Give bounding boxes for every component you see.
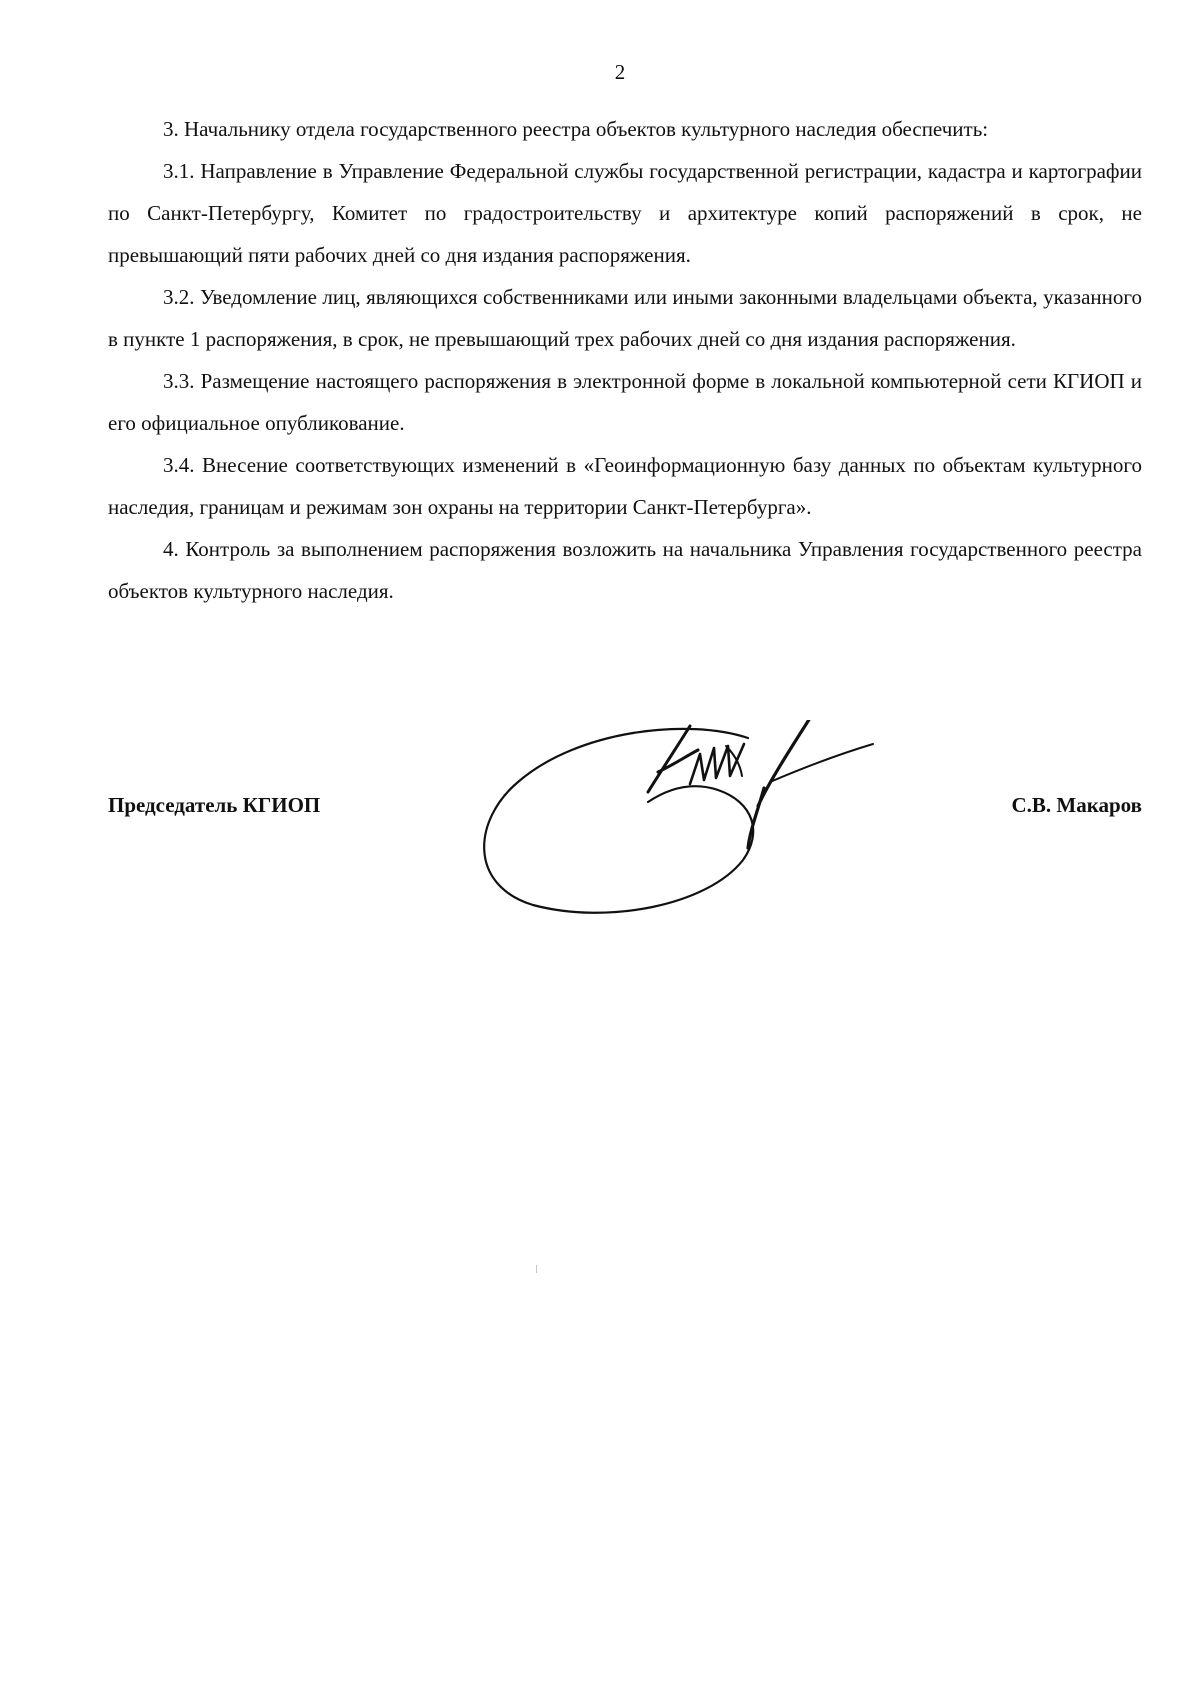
- paragraph-3-4: 3.4. Внесение соответствующих изменений в «Геоинформационную базу данных по объектам культурного наследия, границам и режимам зон охраны на территории Санкт-Петербурга».: [108, 453, 1142, 519]
- signer-name: С.В. Макаров: [1011, 793, 1142, 817]
- page-number: 2: [614, 60, 626, 84]
- handwritten-signature: [458, 720, 938, 920]
- signature-slash-stroke: [748, 720, 810, 848]
- scan-speck: [536, 1265, 537, 1273]
- paragraph-3-2: 3.2. Уведомление лиц, являющихся собственниками или иными законными владельцами объекта, указанного в пункте 1 распоряжения, в срок, не превышающий трех рабочих дней со дня издания распоряжения.: [108, 285, 1142, 351]
- signature-block: [108, 720, 1142, 920]
- signer-title: Председатель КГИОП: [108, 793, 321, 817]
- paragraph-4: 4. Контроль за выполнением распоряжения возложить на начальника Управления государственного реестра объектов культурного наследия.: [108, 537, 1142, 603]
- paragraph-3-1: 3.1. Направление в Управление Федеральной службы государственной регистрации, кадастра и картографии по Санкт-Петербургу, Комитет по градостроительству и архитектуре копий распоряжений в срок, не превышающий пяти рабочих дней со дня издания распоряжения.: [108, 159, 1142, 267]
- paragraph-3-3: 3.3. Размещение настоящего распоряжения в электронной форме в локальной компьютерной сети КГИОП и его официальное опубликование.: [108, 369, 1142, 435]
- paragraph-3: 3. Начальнику отдела государственного реестра объектов культурного наследия обеспечить:: [163, 117, 989, 141]
- signature-tail-stroke: [770, 744, 873, 782]
- signature-loop-stroke: [484, 729, 753, 913]
- document-body: [108, 108, 1142, 612]
